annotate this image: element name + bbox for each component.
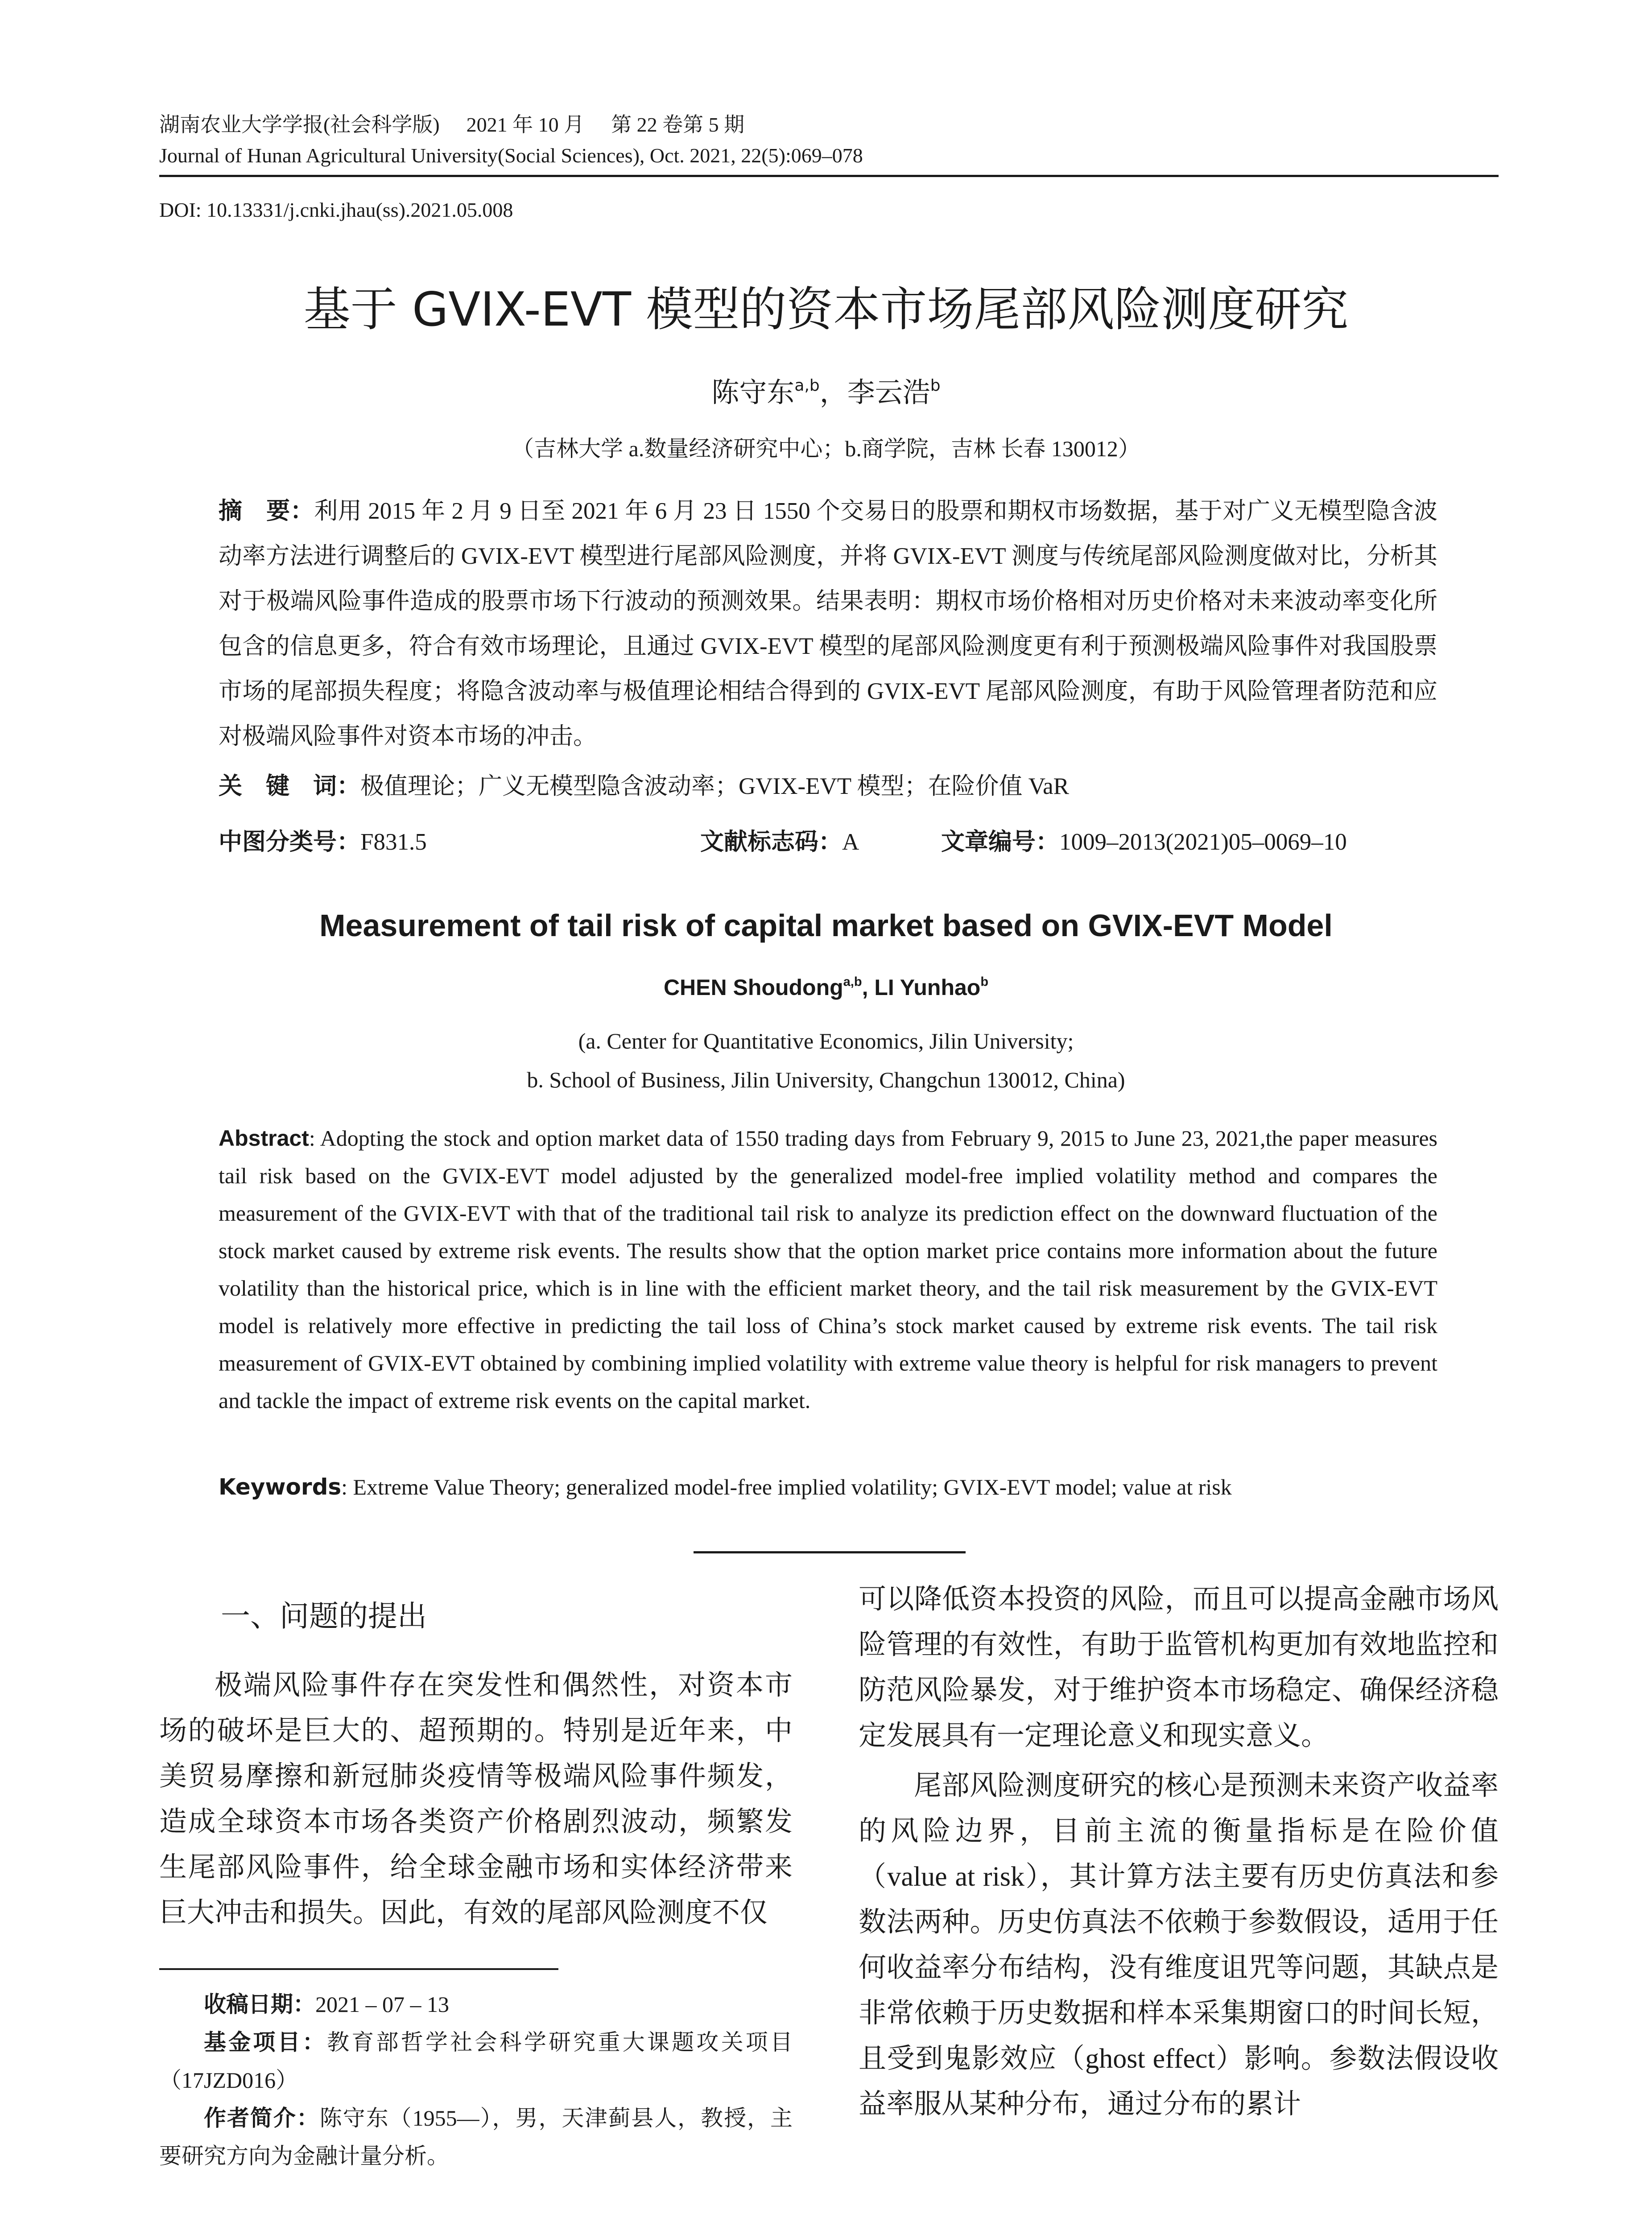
abstract-label-cn: 摘 要： bbox=[219, 497, 314, 524]
header-rule bbox=[159, 175, 1499, 177]
fund-value: 教育部哲学社会科学研究重大课题攻关项目（17JZD016） bbox=[159, 2030, 793, 2093]
class-label: 中图分类号： bbox=[219, 828, 360, 855]
keywords-cn bbox=[219, 767, 1437, 801]
author-bio-value: 陈守东（1955—），男，天津蓟县人，教授，主要研究方向为金融计量分析。 bbox=[159, 2106, 793, 2168]
author-name: 李云浩 bbox=[847, 376, 930, 409]
keywords-label-en: Keywords bbox=[219, 1474, 342, 1500]
document-code bbox=[700, 823, 859, 857]
paper-title-cn: 基于 GVIX-EVT 模型的资本市场尾部风险测度研究 bbox=[303, 282, 1349, 337]
article-no-value: 1009–2013(2021)05–0069–10 bbox=[1059, 829, 1347, 855]
abstract-label-en: Abstract bbox=[219, 1126, 309, 1151]
classification-number bbox=[219, 823, 427, 857]
class-value: F831.5 bbox=[360, 829, 427, 855]
author-affil-sup: b bbox=[980, 975, 989, 989]
abstract-text-en: : Adopting the stock and option market data of 1550 trading days from February 9, 2015 to June 23, 2021,the paper measures tail risk based on the GVIX-EVT model adjusted by the generalized model-free implied volatility method and compares the measurement of the GVIX-EVT with that of the traditional tail risk to analyze its prediction effect on the downward fluctuation of the stock market caused by extreme risk events. The results show that the option market price contains more information about the future volatility than the historical price, which is in line with the efficient market theory, and the tail risk measurement by the GVIX-EVT model is relatively more effective in predicting the tail loss of China’s stock market caused by extreme risk events. The tail risk measurement of GVIX-EVT obtained by combining implied volatility with extreme value theory is helpful for risk managers to prevent and tackle the impact of extreme risk events on the capital market. bbox=[219, 1126, 1437, 1413]
footnote-author bbox=[159, 2099, 793, 2175]
article-no-label: 文章编号： bbox=[941, 828, 1059, 855]
section-divider bbox=[694, 1551, 966, 1553]
affiliation-en-a: (a. Center for Quantitative Economics, Jilin University; bbox=[578, 1028, 1074, 1053]
article-number bbox=[941, 823, 1347, 857]
body-paragraph: 极端风险事件存在突发性和偶然性，对资本市场的破坏是巨大的、超预期的。特别是近年来，中美贸易摩擦和新冠肺炎疫情等极端风险事件频发，造成全球资本市场各类资产价格剧烈波动，频繁发生尾部风险事件，给全球金融市场和实体经济带来巨大冲击和损失。因此，有效的尾部风险测度不仅 bbox=[159, 1670, 793, 1928]
keywords-text-en: : Extreme Value Theory; generalized model-free implied volatility; GVIX-EVT model; value at risk bbox=[341, 1474, 1232, 1499]
author-bio-label: 作者简介： bbox=[204, 2105, 320, 2131]
doc-code-value: A bbox=[842, 829, 859, 855]
author-affil-sup: a,b bbox=[843, 975, 862, 989]
volume-issue-cn: 第 22 卷第 5 期 bbox=[611, 113, 745, 136]
keywords-en bbox=[219, 1474, 1437, 1500]
author-affil-sup: b bbox=[930, 376, 941, 395]
keywords-label-cn: 关 键 词： bbox=[219, 772, 360, 800]
keywords-text-cn: 极值理论；广义无模型隐含波动率；GVIX-EVT 模型；在险价值 VaR bbox=[360, 773, 1069, 799]
footnote-funding bbox=[159, 2024, 793, 2099]
author-separator: ， bbox=[819, 376, 847, 409]
abstract-en bbox=[219, 1119, 1437, 1419]
paper-title-en: Measurement of tail risk of capital market based on GVIX-EVT Model bbox=[319, 908, 1333, 943]
issue-date-cn: 2021 年 10 月 bbox=[466, 113, 585, 136]
authors-cn bbox=[0, 370, 1652, 410]
footnote-rule bbox=[159, 1968, 558, 1970]
doc-code-label: 文献标志码： bbox=[700, 828, 842, 855]
journal-name-cn: 湖南农业大学学报(社会科学版) bbox=[159, 113, 440, 136]
author-names-en: CHEN Shoudong bbox=[663, 975, 843, 1000]
section-heading: 一、问题的提出 bbox=[221, 1599, 427, 1633]
author-name: 陈守东 bbox=[711, 376, 795, 409]
body-paragraph: 可以降低资本投资的风险，而且可以提高金融市场风险管理的有效性，有助于监管机构更加有效地监控和防范风险暴发，对于维护资本市场稳定、确保经济稳定发展具有一定理论意义和现实意义。 bbox=[859, 1584, 1499, 1751]
abstract-text-cn: 利用 2015 年 2 月 9 日至 2021 年 6 月 23 日 1550 个交易日的股票和期权市场数据，基于对广义无模型隐含波动率方法进行调整后的 GVIX-EVT 模型进行尾部风险测度，并将 GVIX-EVT 测度与传统尾部风险测度做对比，分析其对于极端风险事件造成的股票市场下行波动的预测效果。结果表明：期权市场价格相对历史价格对未来波动率变化所包含的信息更多，符合有效市场理论，且通过 GVIX-EVT 模型的尾部风险测度更有利于预测极端风险事件对我国股票市场的尾部损失程度；将隐含波动率与极值理论相结合得到的 GVIX-EVT 尾部风险测度，有助于风险管理者防范和应对极端风险事件对资本市场的冲击。 bbox=[219, 498, 1438, 749]
received-value: 2021 – 07 – 13 bbox=[315, 1992, 449, 2017]
body-paragraph: 尾部风险测度研究的核心是预测未来资产收益率的风险边界，目前主流的衡量指标是在险价值（value at risk），其计算方法主要有历史仿真法和参数法两种。历史仿真法不依赖于参数假设，适用于任何收益率分布结构，没有维度诅咒等问题，其缺点是非常依赖于历史数据和样本采集期窗口的时间长短，且受到鬼影效应（ghost effect）影响。参数法假设收益率服从某种分布，通过分布的累计 bbox=[859, 1771, 1499, 2119]
footnote-received bbox=[159, 1986, 793, 2024]
fund-label: 基金项目： bbox=[204, 2029, 327, 2055]
author-names-en: , LI Yunhao bbox=[862, 975, 981, 1000]
doi[interactable]: DOI: 10.13331/j.cnki.jhau(ss).2021.05.008 bbox=[159, 198, 513, 221]
abstract-cn bbox=[219, 488, 1437, 759]
affiliation-en-b: b. School of Business, Jilin University, Changchun 130012, China) bbox=[527, 1067, 1125, 1092]
received-label: 收稿日期： bbox=[204, 1991, 315, 2017]
affiliation-cn: （吉林大学 a.数量经济研究中心；b.商学院，吉林 长春 130012） bbox=[512, 436, 1140, 461]
body-column-left bbox=[159, 1663, 793, 1936]
journal-header-en: Journal of Hunan Agricultural University(Social Sciences), Oct. 2021, 22(5):069–078 bbox=[159, 144, 863, 167]
author-affil-sup: a,b bbox=[794, 376, 820, 395]
journal-header-cn bbox=[159, 108, 771, 138]
authors-en bbox=[0, 975, 1652, 1000]
body-column-right bbox=[859, 1577, 1499, 2127]
